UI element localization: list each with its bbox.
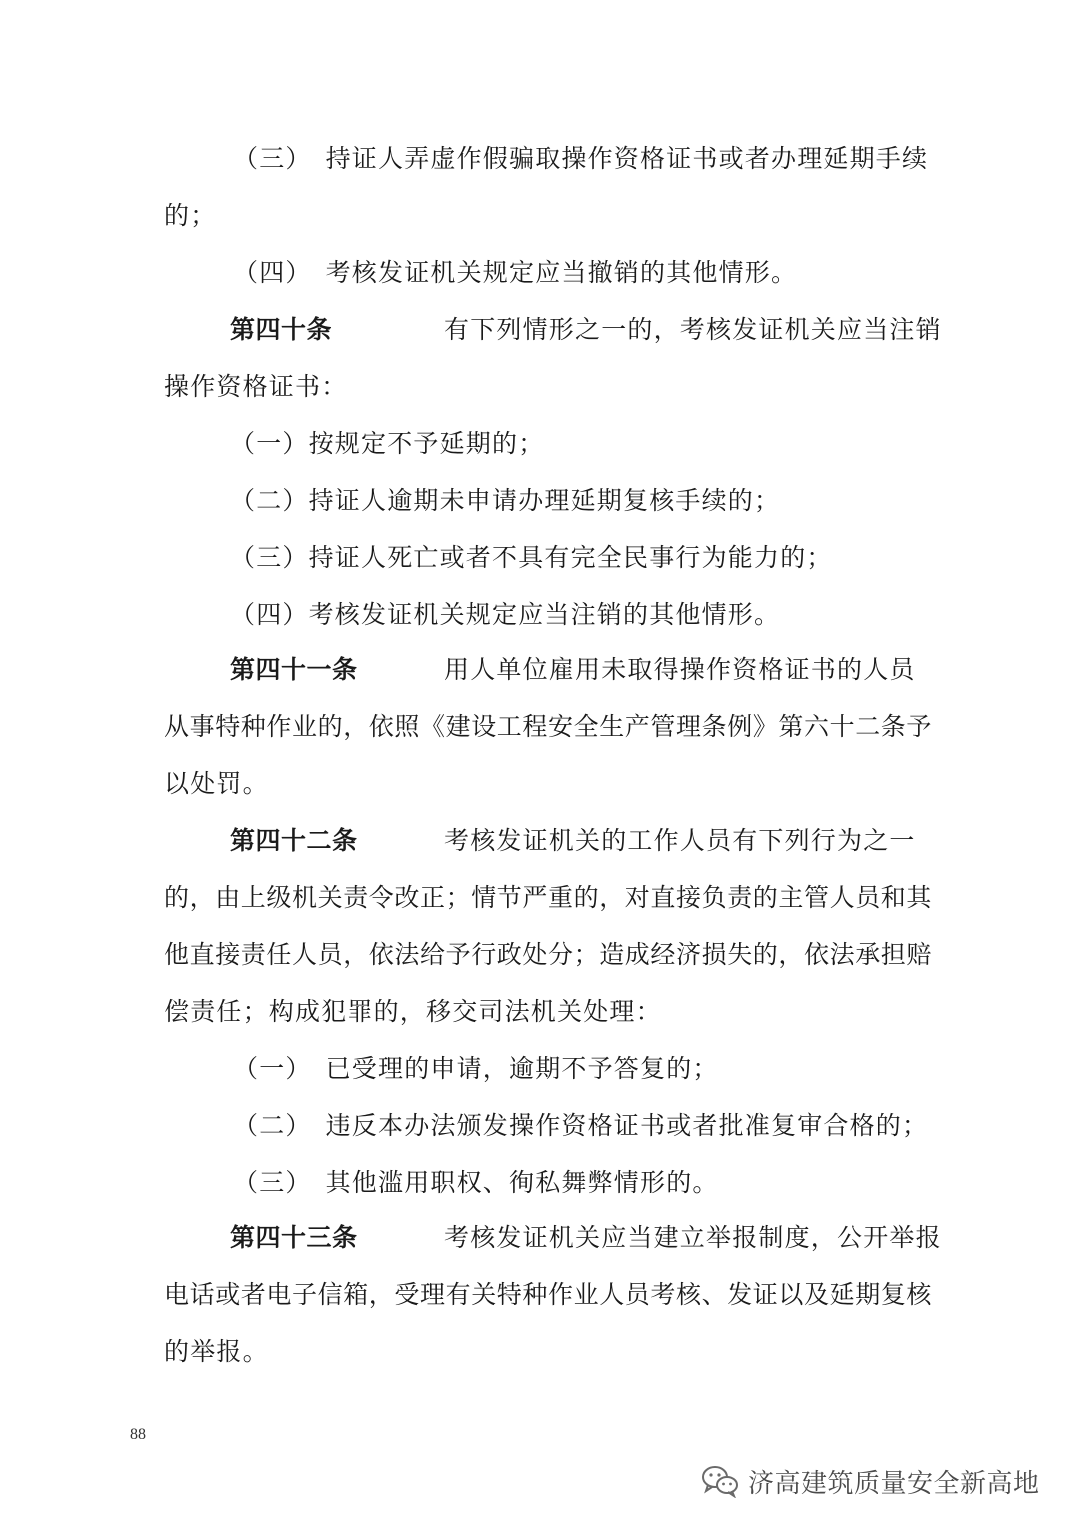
- wechat-icon: [700, 1464, 740, 1498]
- text-line: （二）持证人逾期未申请办理延期复核手续的；: [230, 486, 781, 515]
- clause-number: （三）: [233, 144, 312, 173]
- watermark: [700, 1458, 1040, 1504]
- article-line: [230, 313, 332, 347]
- text-line: 的举报。: [164, 1337, 269, 1366]
- text-line: 从事特种作业的，依照《建设工程安全生产管理条例》第六十二条予: [164, 712, 933, 741]
- clause-number: （三）: [233, 1168, 312, 1197]
- clause-line: [233, 1166, 719, 1200]
- article-text: 用人单位雇用未取得操作资格证书的人员: [444, 655, 916, 684]
- text-line: （一）按规定不予延期的；: [230, 429, 545, 458]
- clause-line: [233, 1109, 928, 1143]
- clause-text: 已受理的申请，逾期不予答复的；: [325, 1054, 719, 1083]
- clause-text: 违反本办法颁发操作资格证书或者批准复审合格的；: [325, 1111, 929, 1140]
- text-line: 的；: [164, 201, 217, 230]
- clause-number: （一）: [233, 1054, 312, 1083]
- clause-text: 考核发证机关规定应当撤销的其他情形。: [325, 258, 798, 287]
- clause-line: [233, 142, 928, 176]
- article-text: 考核发证机关的工作人员有下列行为之一: [444, 826, 916, 855]
- page-number: 88: [130, 1426, 146, 1443]
- clause-number: （四）: [233, 258, 312, 287]
- text-line: 的，由上级机关责令改正；情节严重的，对直接负责的主管人员和其: [164, 883, 933, 912]
- clause-number: （二）: [233, 1111, 312, 1140]
- article-title: 第四十二条: [230, 826, 358, 855]
- clause-line: [233, 1052, 719, 1086]
- text-line: 以处罚。: [164, 769, 269, 798]
- article-text: 考核发证机关应当建立举报制度，公开举报: [444, 1223, 942, 1252]
- article-title: 第四十三条: [230, 1223, 358, 1252]
- text-line: 操作资格证书：: [164, 372, 348, 401]
- article-line: [230, 824, 358, 858]
- text-line: （三）持证人死亡或者不具有完全民事行为能力的；: [230, 543, 833, 572]
- clause-line: [233, 256, 797, 290]
- text-line: 偿责任；构成犯罪的，移交司法机关处理：: [164, 997, 662, 1026]
- clause-text: 其他滥用职权、徇私舞弊情形的。: [325, 1168, 719, 1197]
- text-line: 他直接责任人员，依法给予行政处分；造成经济损失的，依法承担赔: [164, 940, 933, 969]
- text-line: 电话或者电子信箱，受理有关特种作业人员考核、发证以及延期复核: [164, 1280, 933, 1309]
- watermark-text: 济高建筑质量安全新高地: [748, 1468, 1040, 1499]
- article-text: 有下列情形之一的，考核发证机关应当注销: [444, 315, 942, 344]
- article-title: 第四十条: [230, 315, 333, 344]
- article-line: [230, 1221, 358, 1255]
- clause-text: 持证人弄虚作假骗取操作资格证书或者办理延期手续: [325, 144, 929, 173]
- article-title: 第四十一条: [230, 655, 358, 684]
- article-line: [230, 653, 358, 687]
- text-line: （四）考核发证机关规定应当注销的其他情形。: [230, 600, 781, 629]
